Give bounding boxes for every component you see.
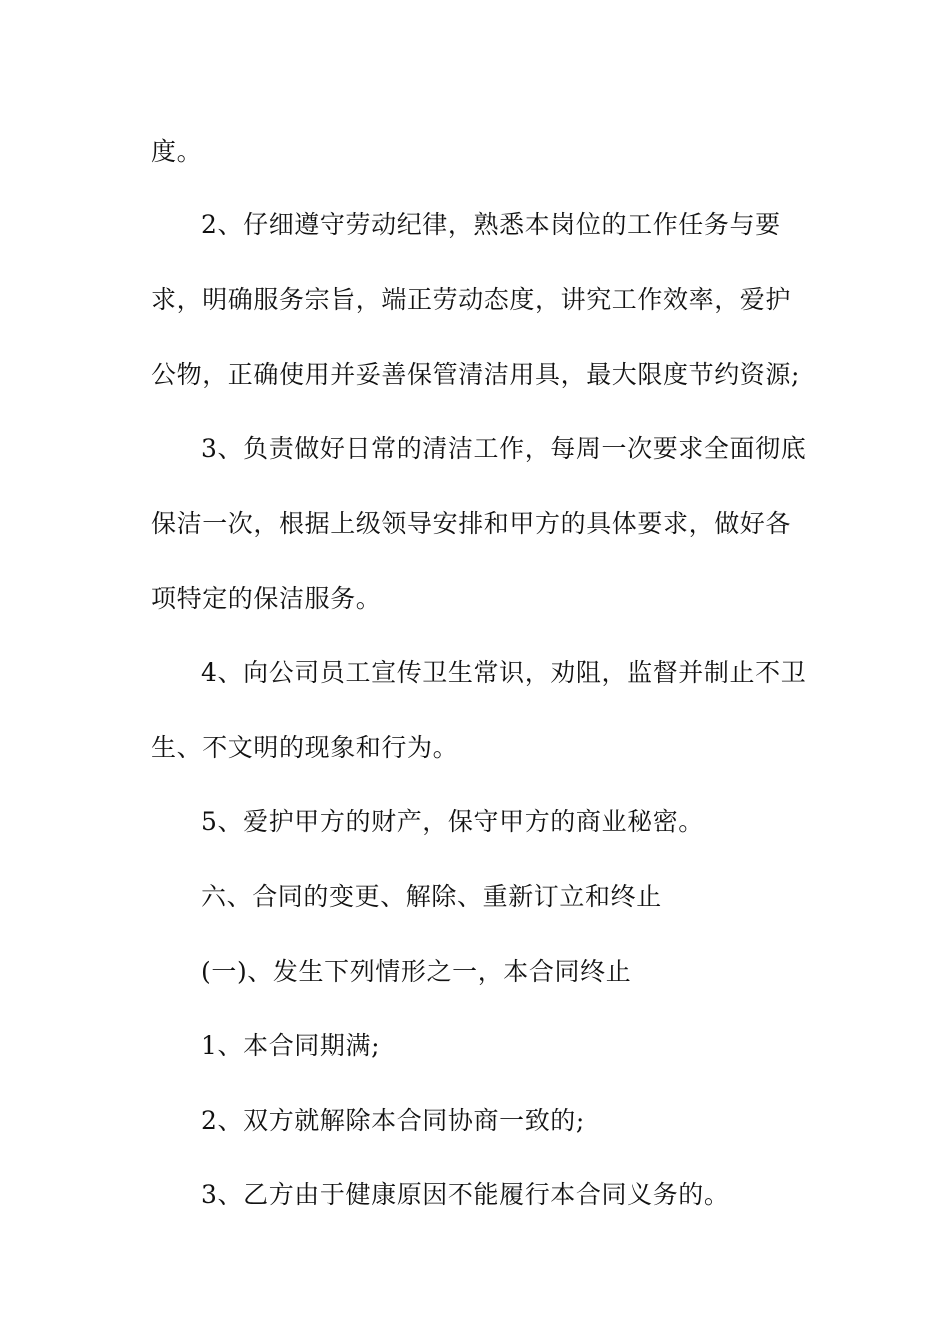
paragraph-line-4: 公物，正确使用并妥善保管清洁用具，最大限度节约资源; bbox=[151, 360, 801, 389]
list-item-2: 2、双方就解除本合同协商一致的; bbox=[201, 1106, 585, 1135]
paragraph-line-7: 项特定的保洁服务。 bbox=[151, 584, 382, 613]
list-item-1: 1、本合同期满; bbox=[201, 1031, 381, 1060]
paragraph-line-5: 3、负责做好日常的清洁工作，每周一次要求全面彻底 bbox=[201, 434, 807, 463]
paragraph-line-9: 生、不文明的现象和行为。 bbox=[151, 733, 459, 762]
paragraph-line-6: 保洁一次，根据上级领导安排和甲方的具体要求，做好各 bbox=[151, 509, 792, 538]
list-item-3: 3、乙方由于健康原因不能履行本合同义务的。 bbox=[201, 1180, 730, 1209]
paragraph-line-10: 5、爱护甲方的财产，保守甲方的商业秘密。 bbox=[201, 807, 704, 836]
paragraph-line-8: 4、向公司员工宣传卫生常识，劝阻，监督并制止不卫 bbox=[201, 658, 807, 687]
subsection-heading: (一)、发生下列情形之一，本合同终止 bbox=[201, 957, 632, 986]
paragraph-line-1: 度。 bbox=[151, 137, 203, 166]
paragraph-line-2: 2、仔细遵守劳动纪律，熟悉本岗位的工作任务与要 bbox=[201, 210, 781, 239]
paragraph-line-3: 求，明确服务宗旨，端正劳动态度，讲究工作效率，爱护 bbox=[151, 285, 792, 314]
section-heading: 六、合同的变更、解除、重新订立和终止 bbox=[201, 882, 662, 911]
